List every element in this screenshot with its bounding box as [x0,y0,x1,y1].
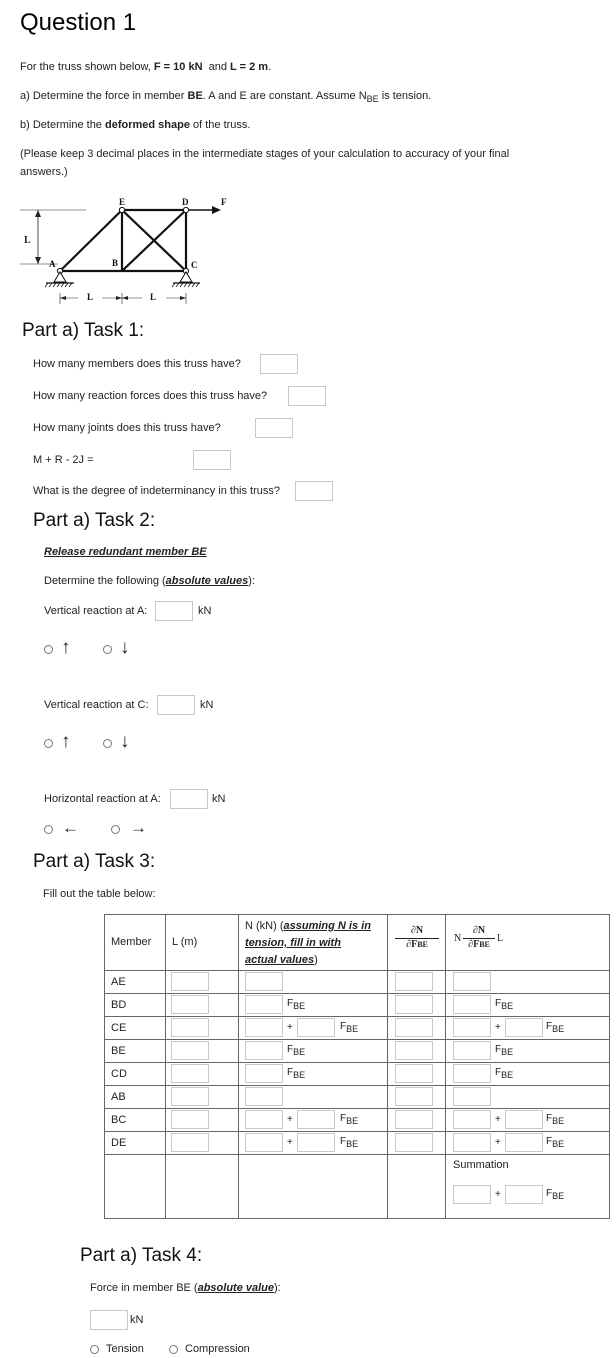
n-value-input[interactable] [245,1133,283,1152]
plus-sign: + [287,1137,293,1148]
arrow-left-icon: ← [62,818,79,837]
plus-sign: + [287,1114,293,1125]
header-member: Member [111,936,152,948]
fbe-symbol: $F_{BE}$ [495,1044,514,1057]
n-value-input[interactable] [245,1018,283,1037]
dn-dfbe-input[interactable] [395,1087,433,1106]
row-member-CE: CE [111,1022,127,1034]
release-instruction: Release redundant member BE [44,546,207,558]
header-dn-dfbe: ∂N ∂FBE [395,925,439,951]
dim-L-vertical: L [24,235,31,246]
plus-sign: + [495,1022,501,1033]
arrow-up-icon: ↑ [61,731,71,752]
n-dn-l-coefficient-input[interactable] [505,1018,543,1037]
row-member-BE: BE [111,1045,126,1057]
task1-q-members: How many members does this truss have? [33,358,241,370]
arrow-down-icon: ↓ [120,637,130,658]
force-label-F: F [221,197,227,207]
task1-q-joints: How many joints does this truss have? [33,422,221,434]
fbe-symbol: $F_{BE}$ [546,1188,565,1201]
n-dn-l-input[interactable] [453,995,491,1014]
arrow-down-icon: ↓ [120,731,130,752]
joint-label-A: A [49,259,56,269]
fbe-symbol: $F_{BE}$ [340,1113,359,1126]
length-input[interactable] [171,1041,209,1060]
fbe-symbol: $F_{BE}$ [495,998,514,1011]
plus-sign: + [495,1137,501,1148]
vertical-a-label: Vertical reaction at A: [44,605,148,617]
intro-line-4: (Please keep 3 decimal places in the intermediate stages of your calculation to accuracy of your final [20,148,510,160]
task1-formula: M + R - 2J = [33,454,94,466]
fbe-symbol: $F_{BE}$ [546,1136,565,1149]
fbe-symbol: $F_{BE}$ [495,1067,514,1080]
n-dn-l-input[interactable] [453,1133,491,1152]
fbe-symbol: $F_{BE}$ [287,1044,306,1057]
n-coefficient-input[interactable] [297,1018,335,1037]
vertical-c-up-radio[interactable] [44,739,53,748]
task1-q-reactions: How many reaction forces does this truss have? [33,390,268,402]
tension-radio[interactable] [90,1345,99,1354]
fbe-symbol: $F_{BE}$ [340,1021,359,1034]
joint-label-D: D [182,197,189,207]
dn-dfbe-input[interactable] [395,1133,433,1152]
row-member-DE: DE [111,1137,127,1149]
task3-heading: Part a) Task 3: [33,851,156,872]
summation-coefficient-input[interactable] [505,1185,543,1204]
header-n: N (kN) (assuming N is in tension, fill in with actual values) [245,920,371,966]
compression-label: Compression [185,1343,250,1355]
horizontal-a-unit: kN [212,793,226,805]
n-dn-l-input[interactable] [453,1018,491,1037]
dn-dfbe-input[interactable] [395,972,433,991]
dn-dfbe-input[interactable] [395,995,433,1014]
dim-L-1: L [87,292,94,302]
n-dn-l-input[interactable] [453,1110,491,1129]
vertical-a-input[interactable] [155,601,193,621]
row-member-AE: AE [111,976,126,988]
vertical-c-label: Vertical reaction at C: [44,699,149,711]
n-dn-l-input[interactable] [453,1041,491,1060]
n-value-input[interactable] [245,995,283,1014]
plus-sign: + [495,1189,501,1200]
fbe-symbol: $F_{BE}$ [287,998,306,1011]
joints-count-input[interactable] [255,418,293,438]
length-input[interactable] [171,1064,209,1083]
header-length: L (m) [172,936,198,948]
horizontal-a-input[interactable] [170,789,208,809]
length-input[interactable] [171,1087,209,1106]
arrow-up-icon: ↑ [61,637,71,658]
reactions-count-input[interactable] [288,386,326,406]
vertical-a-down-radio[interactable] [103,645,112,654]
intro-line-3: b) Determine the deformed shape of the truss. [20,119,251,131]
dn-dfbe-input[interactable] [395,1064,433,1083]
fbe-symbol: $F_{BE}$ [340,1136,359,1149]
truss-figure [18,194,248,306]
horizontal-a-left-radio[interactable] [44,825,53,834]
vertical-a-unit: kN [198,605,212,617]
joint-label-C: C [191,260,198,270]
force-be-input[interactable] [90,1310,128,1330]
n-dn-l-input[interactable] [453,1087,491,1106]
fbe-symbol: $F_{BE}$ [546,1021,565,1034]
horizontal-a-right-radio[interactable] [111,825,120,834]
row-member-CD: CD [111,1068,127,1080]
joint-label-E: E [119,197,126,207]
fbe-symbol: $F_{BE}$ [287,1067,306,1080]
indeterminacy-input[interactable] [295,481,333,501]
dn-dfbe-input[interactable] [395,1110,433,1129]
n-coefficient-input[interactable] [297,1110,335,1129]
arrow-right-icon: → [130,818,147,837]
task2-heading: Part a) Task 2: [33,510,156,531]
compression-radio[interactable] [169,1345,178,1354]
intro-line-2: a) Determine the force in member BE. A and E are constant. Assume $N_{BE}$ is tension. [20,90,432,105]
dn-dfbe-input[interactable] [395,1018,433,1037]
task1-q-indeterminacy: What is the degree of indeterminancy in this truss? [33,485,281,497]
tension-label: Tension [106,1343,144,1355]
length-input[interactable] [171,1018,209,1037]
summation-label: Summation [453,1159,509,1171]
n-dn-l-input[interactable] [453,1064,491,1083]
length-input[interactable] [171,1110,209,1129]
members-count-input[interactable] [260,354,298,374]
plus-sign: + [287,1022,293,1033]
determine-instruction: Determine the following (absolute values): [44,575,255,587]
vertical-c-down-radio[interactable] [103,739,112,748]
vertical-c-unit: kN [200,699,214,711]
task1-heading: Part a) Task 1: [22,320,145,341]
intro-line-5: answers.) [20,166,68,178]
n-dn-l-coefficient-input[interactable] [505,1133,543,1152]
length-input[interactable] [171,1133,209,1152]
page-title: Question 1 [20,9,137,36]
vertical-c-input[interactable] [157,695,195,715]
task4-heading: Part a) Task 4: [80,1245,203,1266]
n-value-input[interactable] [245,1064,283,1083]
n-dn-l-coefficient-input[interactable] [505,1110,543,1129]
length-input[interactable] [171,972,209,991]
n-value-input[interactable] [245,1087,283,1106]
n-value-input[interactable] [245,972,283,991]
joint-label-B: B [112,258,119,268]
n-value-input[interactable] [245,1041,283,1060]
fbe-symbol: $F_{BE}$ [546,1113,565,1126]
task4-prompt: Force in member BE (absolute value): [90,1282,281,1294]
task3-instruction: Fill out the table below: [43,888,156,900]
summation-input[interactable] [453,1185,491,1204]
formula-result-input[interactable] [193,450,231,470]
vertical-a-up-radio[interactable] [44,645,53,654]
dn-dfbe-input[interactable] [395,1041,433,1060]
dim-L-2: L [150,292,157,302]
force-be-unit: kN [130,1314,144,1326]
member-table: Member L (m) N (kN) (assuming N is in tension, fill in with actual values) ∂N ∂FBE N ∂N ∂FBE L AE BD CE BE CD AB BC DE $F_{BE}$ + $F_{BE}$ $F_{BE}$ $F_{BE}$ + $F_{BE}$ + $F_{BE}$ $F_{BE}$ + $F_{BE}$ $F_{BE}$ $F_{BE}$ + $F_{BE}$ + $F_{BE}$ Summation + $F_{BE}$ [104,914,610,1219]
row-member-AB: AB [111,1091,126,1103]
n-value-input[interactable] [245,1110,283,1129]
row-member-BC: BC [111,1114,127,1126]
n-dn-l-input[interactable] [453,972,491,991]
row-member-BD: BD [111,999,127,1011]
n-coefficient-input[interactable] [297,1133,335,1152]
horizontal-a-label: Horizontal reaction at A: [44,793,161,805]
plus-sign: + [495,1114,501,1125]
length-input[interactable] [171,995,209,1014]
intro-line-1: For the truss shown below, F = 10 kN and L = 2 m. [20,61,272,73]
